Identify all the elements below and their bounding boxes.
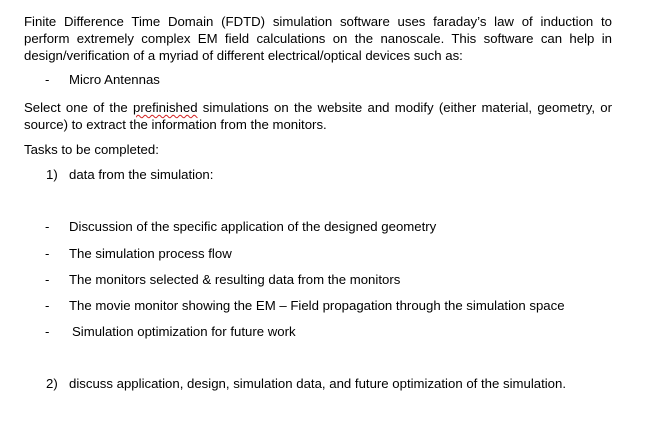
tasks-heading: Tasks to be completed: xyxy=(24,142,159,157)
sub-list-bullet: - xyxy=(45,219,50,234)
instructions-text-before: Select one of the xyxy=(24,100,134,115)
sub-list-bullet: - xyxy=(45,272,50,287)
task-1-number: 1) xyxy=(46,167,58,182)
instructions-paragraph xyxy=(24,99,612,133)
sub-list-bullet: - xyxy=(45,298,50,313)
sub-list-item-monitors: The monitors selected & resulting data from the monitors xyxy=(69,272,401,287)
sub-list-bullet: - xyxy=(45,324,50,339)
sub-list-item-movie-monitor: The movie monitor showing the EM – Field propagation through the simulation space xyxy=(69,298,565,313)
task-2-text: discuss application, design, simulation data, and future optimization of the simulation. xyxy=(69,376,567,391)
device-list-bullet: - xyxy=(45,72,50,87)
sub-list-item-optimization: Simulation optimization for future work xyxy=(72,324,296,339)
sub-list-bullet: - xyxy=(45,246,50,261)
sub-list-item-application: Discussion of the specific application of the designed geometry xyxy=(69,219,437,234)
misspelled-word[interactable]: prefinished xyxy=(133,100,198,115)
task-2-number: 2) xyxy=(46,376,58,391)
device-list-item-micro-antennas: Micro Antennas xyxy=(69,72,160,87)
intro-paragraph: Finite Difference Time Domain (FDTD) simulation software uses faraday’s law of induction to perform extremely complex EM field calculations on the nanoscale. This software can help in design/verification of a myriad of different electrical/optical devices such as: xyxy=(24,14,612,63)
task-1-text: data from the simulation: xyxy=(69,167,214,182)
instructions-text-after: simulations on the website and modify (either material, geometry, or source) to extract the information from the monitors. xyxy=(24,100,612,132)
sub-list-item-process-flow: The simulation process flow xyxy=(69,246,232,261)
